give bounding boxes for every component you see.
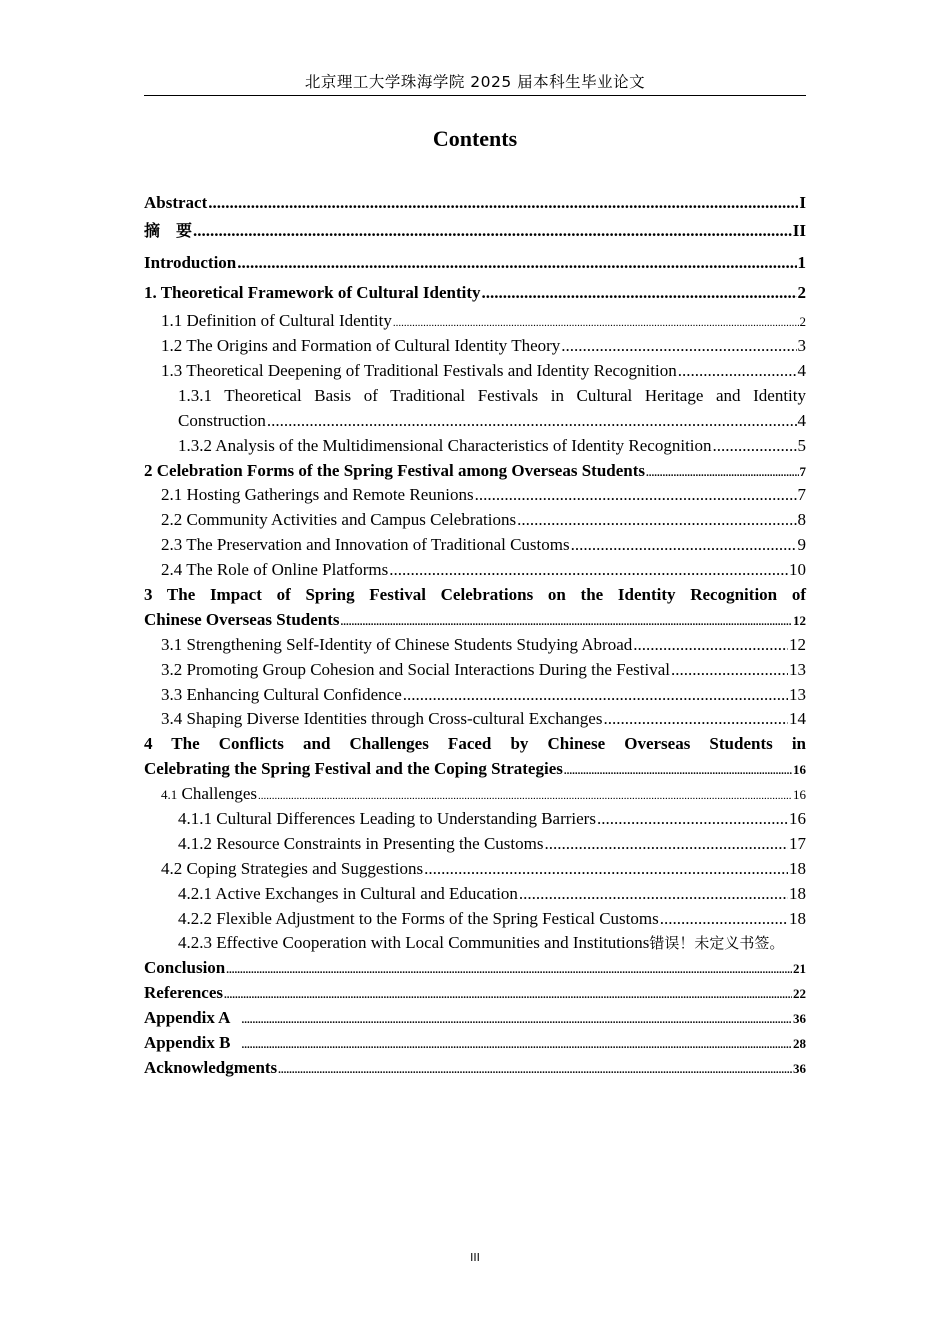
bookmark-error-text: 错误！未定义书签。 xyxy=(649,934,785,952)
toc-entry-3-1[interactable]: 3.1 Strengthening Self-Identity of Chinese Students Studying Abroad ..... 12 xyxy=(161,634,806,656)
toc-entry-2-2[interactable]: 2.2 Community Activities and Campus Celebrations ..... 8 xyxy=(161,509,806,531)
toc-entry-1-3-1[interactable]: Construction ..... 4 xyxy=(178,410,806,432)
toc-entry-4-2[interactable]: 4.2 Coping Strategies and Suggestions ..... 18 xyxy=(161,858,806,880)
toc-entry-appendix-b[interactable]: Appendix B ..... 28 xyxy=(144,1032,806,1056)
toc-entry-1-3-1-line1[interactable]: 1.3.1 Theoretical Basis of Traditional Festivals in Cultural Heritage and Identity xyxy=(178,386,806,405)
toc-entry-chapter-3-line1[interactable]: 3 The Impact of Spring Festival Celebrations on the Identity Recognition of xyxy=(144,585,806,604)
toc-entry-4-1[interactable]: 4.1 Challenges ..... 16 xyxy=(161,783,806,807)
toc-entry-chapter-3[interactable]: Chinese Overseas Students ..... 12 xyxy=(144,609,806,633)
toc-entry-1-3-2[interactable]: 1.3.2 Analysis of the Multidimensional Characteristics of Identity Recognition ..... 5 xyxy=(178,435,806,457)
toc-entry-1-2[interactable]: 1.2 The Origins and Formation of Cultural Identity Theory ..... 3 xyxy=(161,335,806,357)
toc-entry-abstract[interactable]: Abstract ..... I xyxy=(144,192,806,214)
running-header: 北京理工大学珠海学院 2025 届本科生毕业论文 xyxy=(304,73,646,91)
toc-entry-1-3[interactable]: 1.3 Theoretical Deepening of Traditional Festivals and Identity Recognition ..... 4 xyxy=(161,360,806,382)
toc-entry-4-2-3[interactable]: 4.2.3 Effective Cooperation with Local Communities and Institutions错误！未定义书签。 xyxy=(178,933,785,952)
toc-entry-acknowledgments[interactable]: Acknowledgments ..... 36 xyxy=(144,1057,806,1081)
toc-entry-2-4[interactable]: 2.4 The Role of Online Platforms ..... 10 xyxy=(161,559,806,581)
toc-entry-3-4[interactable]: 3.4 Shaping Diverse Identities through Cross-cultural Exchanges ..... 14 xyxy=(161,708,806,730)
page-number: III xyxy=(470,1251,480,1264)
toc-entry-2-3[interactable]: 2.3 The Preservation and Innovation of Traditional Customs ..... 9 xyxy=(161,534,806,556)
toc-entry-references[interactable]: References ..... 22 xyxy=(144,982,806,1006)
toc-entry-4-2-2[interactable]: 4.2.2 Flexible Adjustment to the Forms of the Spring Festical Customs ..... 18 xyxy=(178,908,806,930)
toc-entry-introduction[interactable]: Introduction ..... 1 xyxy=(144,252,806,274)
toc-entry-zhaiyao[interactable]: 摘 要 ..... II xyxy=(144,220,806,242)
toc-entry-3-3[interactable]: 3.3 Enhancing Cultural Confidence ..... 13 xyxy=(161,684,806,706)
toc-entry-chapter-4-line1[interactable]: 4 The Conflicts and Challenges Faced by Chinese Overseas Students in xyxy=(144,734,806,753)
toc-entry-chapter-2[interactable]: 2 Celebration Forms of the Spring Festival among Overseas Students ..... 7 xyxy=(144,460,806,484)
toc-entry-4-1-2[interactable]: 4.1.2 Resource Constraints in Presenting the Customs ..... 17 xyxy=(178,833,806,855)
toc-entry-conclusion[interactable]: Conclusion ..... 21 xyxy=(144,957,806,981)
toc-entry-3-2[interactable]: 3.2 Promoting Group Cohesion and Social Interactions During the Festival ..... 13 xyxy=(161,659,806,681)
toc-entry-4-1-1[interactable]: 4.1.1 Cultural Differences Leading to Understanding Barriers ..... 16 xyxy=(178,808,806,830)
page-title: Contents xyxy=(432,126,518,151)
toc-entry-2-1[interactable]: 2.1 Hosting Gatherings and Remote Reunions ..... 7 xyxy=(161,484,806,506)
header-rule xyxy=(144,95,806,96)
toc-entry-appendix-a[interactable]: Appendix A ..... 36 xyxy=(144,1007,806,1031)
toc-entry-chapter-4[interactable]: Celebrating the Spring Festival and the Coping Strategies ..... 16 xyxy=(144,758,806,782)
toc-entry-4-2-1[interactable]: 4.2.1 Active Exchanges in Cultural and Education ..... 18 xyxy=(178,883,806,905)
toc-entry-1-1[interactable]: 1.1 Definition of Cultural Identity ..... 2 xyxy=(161,310,806,334)
toc-entry-chapter-1[interactable]: 1. Theoretical Framework of Cultural Identity ..... 2 xyxy=(144,282,806,304)
